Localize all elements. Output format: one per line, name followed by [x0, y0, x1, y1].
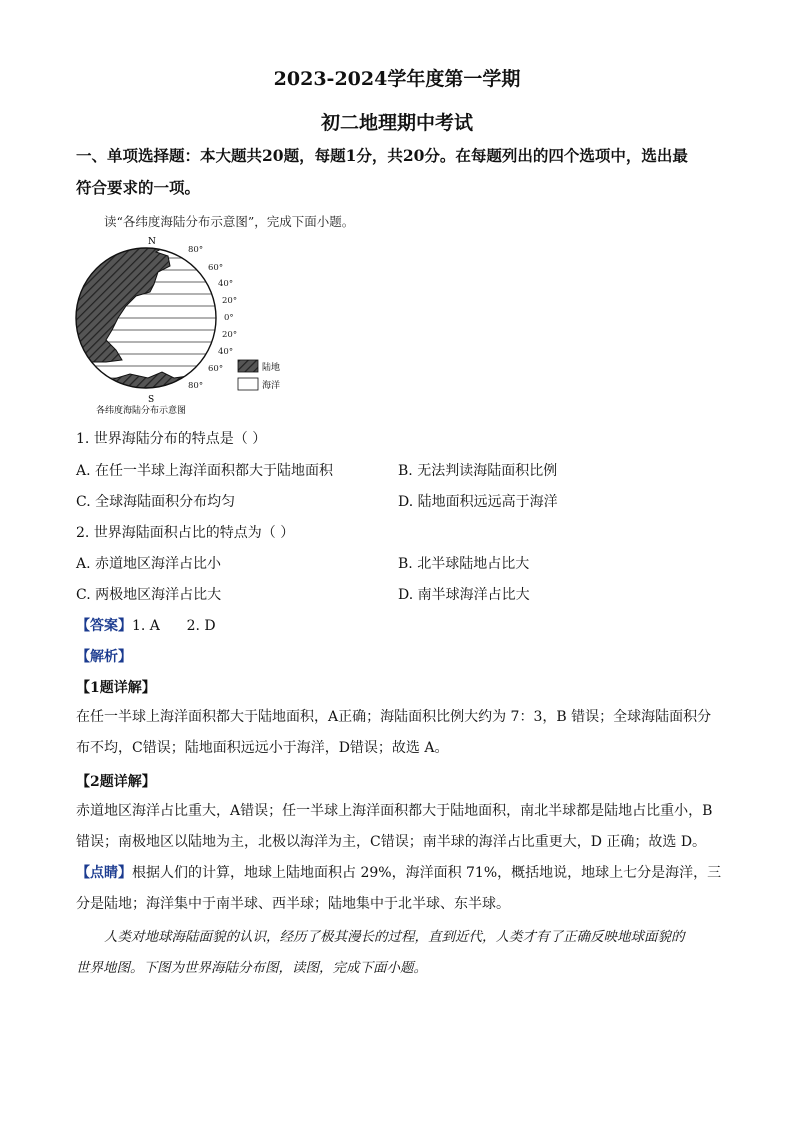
answer-line — [76, 615, 216, 635]
q2-option-d[interactable]: D. 南半球海洋占比大 — [398, 587, 530, 603]
lat-60n: 60° — [208, 263, 224, 273]
section-heading-line1: 一、单项选择题：本大题共20题，每题1分，共20分。在每题列出的四个选项中，选出最 — [76, 146, 688, 165]
lat-40s: 40° — [218, 347, 234, 357]
exam-title: 2023-2024学年度第一学期 — [273, 68, 521, 90]
tip-paragraph — [76, 858, 724, 920]
figure-caption: 各纬度海陆分布示意图 — [96, 406, 187, 416]
north-label: N — [148, 237, 156, 247]
lat-60s: 60° — [208, 364, 224, 374]
legend-ocean-swatch — [238, 378, 258, 390]
detail-1-text — [76, 702, 724, 764]
intro2-line2: 世界地图。下图为世界海陆分布图，读图，完成下面小题。 — [76, 960, 427, 976]
analysis-tag: 【解析】 — [76, 649, 132, 665]
legend-ocean-label: 海洋 — [262, 381, 281, 391]
q2-option-a[interactable]: A. 赤道地区海洋占比小 — [76, 556, 222, 572]
figure-intro: 读“各纬度海陆分布示意图”，完成下面小题。 — [104, 214, 355, 229]
lat-0: 0° — [224, 313, 234, 323]
q1-option-c[interactable]: C. 全球海陆面积分布均匀 — [76, 494, 236, 510]
tip-tag: 【点睛】 — [76, 865, 132, 881]
tip-text-1: 根据人们的计算，地球上陆地面积占 29%，海洋面积 71%，概括地说，地球上七分是海洋，三 — [132, 865, 722, 881]
lat-40n: 40° — [218, 279, 234, 289]
section-heading-line2: 符合要求的一项。 — [76, 178, 201, 197]
q1-option-a[interactable]: A. 在任一半球上海洋面积都大于陆地面积 — [76, 463, 334, 479]
tip-line1 — [76, 858, 724, 889]
detail-2-line1: 赤道地区海洋占比重大，A错误；任一半球上海洋面积都大于陆地面积，南北半球都是陆地占比重小，B — [76, 803, 713, 819]
detail-1-line1: 在任一半球上海洋面积都大于陆地面积，A正确；海陆面积比例大约为 7：3，B 错误；全球海陆面积分 — [76, 709, 712, 725]
q1-option-d[interactable]: D. 陆地面积远远高于海洋 — [398, 494, 558, 510]
detail-2-line2: 错误；南极地区以陆地为主，北极以海洋为主，C错误；南半球的海洋占比重更大，D 正确；故选 D。 — [76, 834, 707, 850]
exam-subtitle: 初二地理期中考试 — [320, 112, 473, 134]
legend-land-label: 陆地 — [262, 363, 281, 373]
latitude-land-sea-figure — [70, 232, 310, 420]
legend-land-swatch — [238, 360, 258, 372]
answer-text: 1. A 2. D — [132, 618, 216, 634]
question-1-stem: 1. 世界海陆分布的特点是（ ） — [76, 431, 267, 447]
detail-1-tag: 【1题详解】 — [76, 680, 156, 696]
section-heading — [76, 140, 726, 204]
q2-option-b[interactable]: B. 北半球陆地占比大 — [398, 556, 530, 572]
q1-option-b[interactable]: B. 无法判读海陆面积比例 — [398, 463, 558, 479]
lat-80s: 80° — [188, 381, 204, 391]
tip-line2: 分是陆地；海洋集中于南半球、西半球；陆地集中于北半球、东半球。 — [76, 896, 510, 912]
answer-tag: 【答案】 — [76, 618, 132, 634]
detail-2-text — [76, 796, 724, 858]
detail-1-line2: 布不均，C错误；陆地面积远远小于海洋，D错误；故选 A。 — [76, 740, 449, 756]
lat-20s: 20° — [222, 330, 238, 340]
q2-option-c[interactable]: C. 两极地区海洋占比大 — [76, 587, 222, 603]
detail-2-tag: 【2题详解】 — [76, 774, 156, 790]
south-label: S — [148, 395, 155, 405]
intro-paragraph-2 — [76, 922, 724, 984]
lat-20n: 20° — [222, 296, 238, 306]
lat-80n: 80° — [188, 245, 204, 255]
question-2-stem: 2. 世界海陆面积占比的特点为（ ） — [76, 525, 295, 541]
intro2-line1: 人类对地球海陆面貌的认识，经历了极其漫长的过程，直到近代，人类才有了正确反映地球面貌的 — [104, 929, 685, 945]
